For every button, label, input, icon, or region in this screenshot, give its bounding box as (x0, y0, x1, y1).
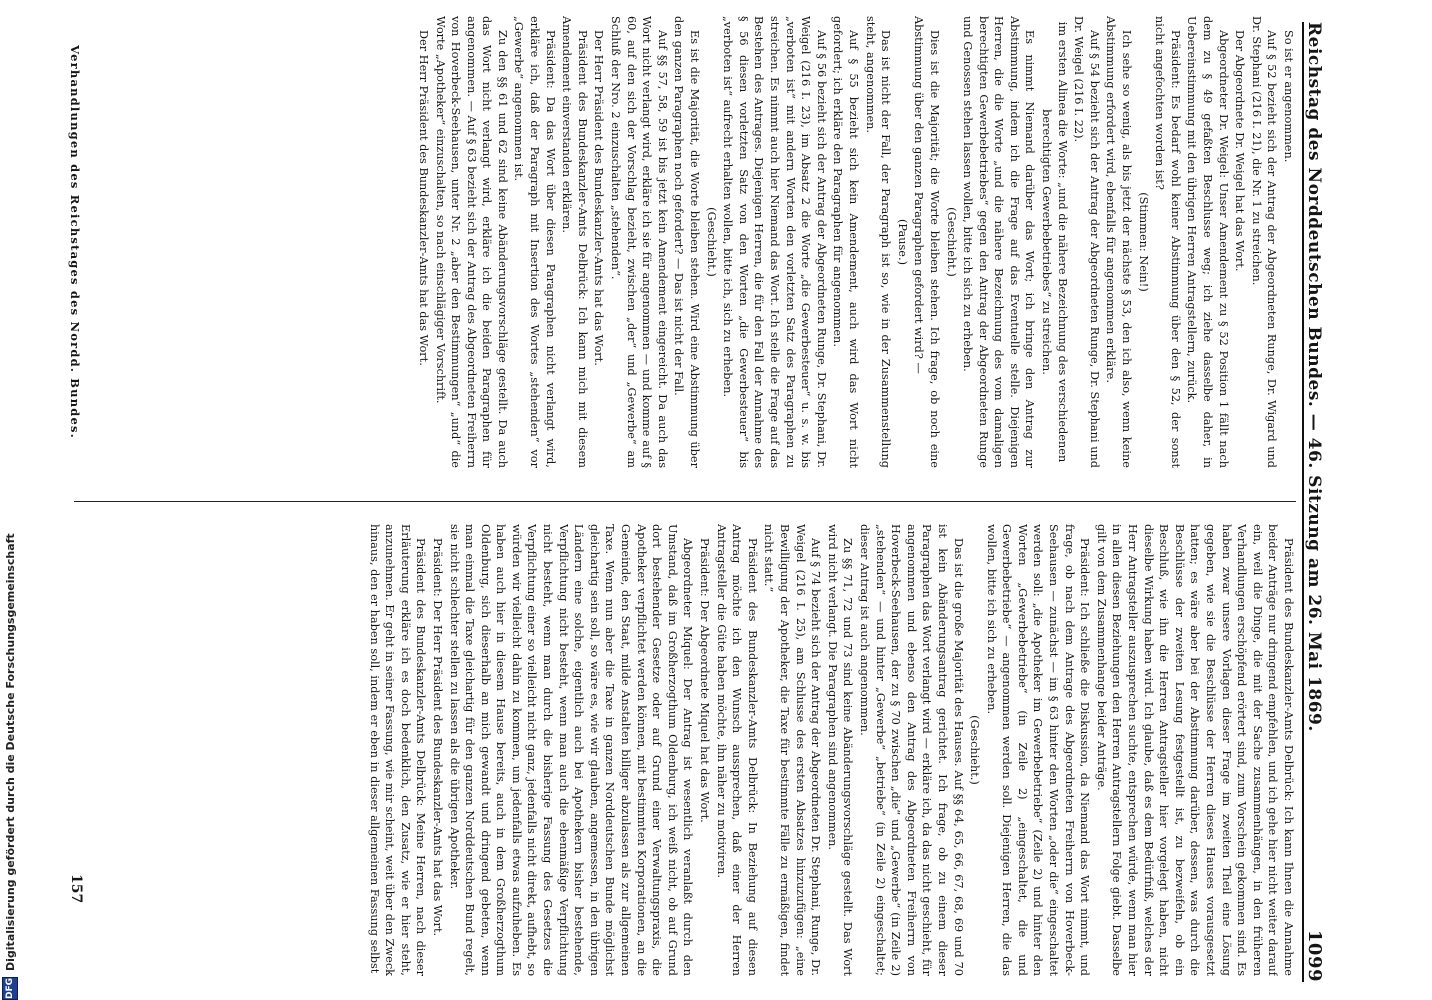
paragraph: Auf § 55 bezieht sich kein Amendement, auch wird das Wort nicht gefordert; ich erkläre den Paragraphen für angenommen. (831, 16, 860, 468)
column-divider (74, 501, 1296, 502)
interjection: (Geschieht.) (968, 715, 982, 785)
paragraph: Der Abgeordnete Dr. Weigel hat das Wort. (1233, 30, 1247, 272)
paragraph: Präsident des Bundeskanzler-Amts Delbrück: Ich kann Ihnen die Annahme beider Anträge nur dringend empfehlen, und ich gehe hier nicht weiter darauf ein, weil die Dinge, die mit der Sache zusammenhängen, in den früheren Verhandlungen erschöpfend erörtert sind, zum Vorschein gekommen sind. Es haben zwar unsere Vorlagen dieser Frage im zweiten Theil eine Lösung gegeben, wie sie die Beschlüsse der Herren dieses Hauses vorausgesetzt hatten; es wäre aber bei der Abstimmung darüber, dessen, was durch die Beschlüsse der zweiten Lesung festgestellt ist, zu bezweifeln, ob ein Beschluß, wie ihn die Herren Antragsteller hier vorgelegt haben, nicht dieselbe Wirkung haben wird. Ich glaube, daß es dem Bedürfniß, welches der Herr Antragsteller auszusprechen suchte, entsprechen würde, wenn man hier in allen diesen Beziehungen den Herren Antragstellern Folge giebt. Dasselbe gilt von dem Zusammenhange beider Anträge. (1094, 524, 1295, 976)
paragraph: Präsident des Bundeskanzler-Amts Delbrück: Ich kann mich mit diesem Amendement einverstanden erklären. (560, 16, 589, 468)
paragraph: Zu §§ 71, 72 und 73 sind keine Abänderungsvorschläge gestellt. Das Wort wird nicht verlangt. Die Paragraphen sind angenommen. (825, 524, 855, 976)
running-header (1302, 22, 1336, 982)
paragraph: Es ist die Majorität, die Worte bleiben stehen. Wird eine Abstimmung über den ganzen Paragraphen noch gefordert? — Das ist nicht der Fall. (672, 16, 702, 468)
interjection: (Geschieht.) (944, 207, 958, 277)
paragraph: Der Herr Präsident des Bundeskanzler-Amts hat das Wort. (592, 30, 606, 366)
paragraph: Präsident: Der Abgeordnete Miquel hat das Wort. (698, 538, 712, 823)
paragraph: Auf §§ 57, 58, 59 ist bis jetzt kein Amendement eingereicht. Da auch das Wort nicht verlangt wird, erkläre ich sie für angenommen — und komme auf § 60, auf den sich der Vorschlag bezieht, zwischen „der“ und „Gewerbe“ am Schluß der Nro. 2 einzuschalten „stehenden“. (609, 16, 669, 468)
paragraph: Dies ist die Majorität; die Worte bleiben stehen. Ich frage, ob noch eine Abstimmung über den ganzen Paragraphen gefordert wird? — (912, 16, 941, 468)
paragraph: Präsident: Es bedarf wohl keiner Abstimmung über den § 52, der sonst nicht angefochten worden ist? (1153, 16, 1182, 468)
running-title: Reichstag des Norddeutschen Bundes. — 46. Sitzung am 26. Mai 1869. (1304, 22, 1324, 732)
paragraph: Zu den §§ 61 und 62 sind keine Abänderungsvorschläge gestellt. Da auch das Wort nicht verlangt wird, erkläre ich die beiden Paragraphen für angenommen. — Auf § 63 bezieht sich der Antrag des Abgeordneten Freiherrn von Hoverbeck-Seehausen, unter Nr. 2 „aber den Bestimmungen“ „und“ die Worte „Apotheker“ einzuschalten, so nach einschlägiger Vorschrift. (433, 16, 509, 468)
paragraph: Das ist nicht der Fall, der Paragraph ist so, wie in der Zusammenstellung steht, angenommen. (863, 16, 893, 468)
interjection: (Pause.) (895, 219, 909, 265)
digitization-stamp (0, 533, 20, 1000)
paragraph: Präsident des Bundeskanzler-Amts Delbrück: Meine Herren, nach dieser Erläuterung erkläre ich es doch bedenklich, den Zusatz, wie er hier steht, anzunehmen. Er geht in seiner Fassung, wie mir scheint, weit über den Zweck hinaus, den er haben soll, indem er eben in dieser allgemeinen Fassung selbst (367, 524, 428, 976)
right-column (74, 524, 1296, 976)
paragraph: Präsident: Ich schließe die Diskussion, da Niemand das Wort nimmt, und frage, ob nach dem Antrage des Abgeordneten Freiherrn von Hoverbeck-Seehausen — zunächst — im § 63 hinter den Worten „oder die“ eingeschaltet werden soll: „die Apotheker im Gewerbebetriebe“ (Zeile 2) und hinter den Worten „Gewerbebetriebe“ (in Zeile 2) „eingeschaltet, die und Gewerbebetriebe“ — angenommen werden soll. Diejenigen Herren, die das wollen, bitte ich sich zu erheben. (984, 524, 1092, 976)
quoted-text: im ersten Alinea die Worte: „und die nähere Bezeichnung des verschiedenen berechtigten Gewerbebetriebes“ zu streichen. (1040, 21, 1069, 463)
paragraph: Abgeordneter Miquel: Der Antrag ist wesentlich veranlaßt durch den Umstand, daß im Großherzogthum Oldenburg, ich weiß nicht, ob auf Grund dort bestehender Gesetze oder auf Grund einer Verwaltungspraxis, die Apotheker verpflichtet werden können, mit bestimmten Korporationen, an die Gemeinde, den Staat, milde Anstalten billiger abzulassen als zur allgemeinen Taxe. Wenn nun aber die Taxe in ganzen Norddeutschen Bunde möglichst gleichartig sein soll, so wäre es, wie wir glauben, angemessen, in den übrigen Ländern eine solche, eigentlich auch bei Apothekern bisher bestehende, Verpflichtung nicht besteht, wenn man auch die ebenmäßige Verpflichtung nicht besteht, wenn man durch die bisherige Fassung des Gesetzes die Verpflichtung einer so vielleicht nicht ganz, jedenfalls nicht direkt, aufhebt, so würden wir vielleicht dahin zu kommen, um jedenfalls etwas aufzuheben. Es haben auch hier in diesem Hause bereits, auch in dem Großherzogthum Oldenburg, sich dieserhalb an mich gewandt und dringend gebeten, wenn man einmal die Taxe gleichartig für den ganzen Norddeutschen Bund regelt, sie nicht schlechter stellen zu lassen als die übrigen Apotheker. (447, 524, 695, 976)
stamp-text: Digitalisierung gefördert durch die Deutsche Forschungsgemeinschaft (3, 533, 17, 971)
paragraph: Präsident: Der Herr Präsident des Bundeskanzler-Amts hat das Wort. (430, 538, 444, 937)
paragraph: Das ist die große Majorität des Hauses. Auf §§ 64, 65, 66, 67, 68, 69 und 70 ist kein Abänderungsantrag gerichtet. Ich frage, ob zu einem dieser Paragraphen das Wort verlangt wird — erkläre ich, da das nicht geschieht, für angenommen und ebenso den Antrag des Abgeordneten Freiherrn von Hoverbeck-Seehausen, der zu § 70 zwischen „die“ und „Gewerbe“ (in Zeile 2) „stehenden“ — und hinter „Gewerbe“ „betriebe“ (in Zeile 2) eingeschaltet; dieser Antrag ist auch angenommen. (857, 524, 965, 976)
footer-line: Verhandlungen des Reichstages des Nordd. Bundes. (68, 45, 82, 439)
page-number: 1099 (1304, 929, 1325, 982)
paragraph: Präsident des Bundeskanzler-Amts Delbrück: In Beziehung auf diesen Antrag möchte ich den Wunsch aussprechen, daß einer der Herren Antragsteller die Güte haben möchte, ihn näher zu motiviren. (714, 524, 759, 976)
paragraph: Auf § 52 bezieht sich der Antrag der Abgeordneten Runge, Dr. Wigard und Dr. Stephani (216 I. 21), die Nr. 1 zu streichen. (1249, 16, 1279, 468)
paragraph: Es nimmt Niemand darüber das Wort; ich bringe den Antrag zur Abstimmung, indem ich die Frage auf das Eventuelle stelle. Diejenigen Herren, die die Worte „und die nähere Bezeichnung des vom damaligen berechtigten Gewerbebetriebes“ gegen den Antrag der Abgeordneten Runge und Genossen stehen lassen wollen, bitte ich sich zu erheben. (961, 16, 1037, 468)
interjection: (Stimmen: Nein!) (1136, 192, 1150, 292)
dfg-logo-icon: DFG (2, 977, 18, 1000)
rotated-scan (58, 4, 1340, 990)
paragraph: Präsident: Da das Wort über diesen Paragraphen nicht verlangt wird, erkläre ich, daß der Paragraph mit Insertion des Wortes „stehenden“ vor „Gewerbe“ angenommen ist. (512, 16, 557, 468)
paragraph: Auf § 56 bezieht sich der Antrag der Abgeordneten Runge, Dr. Stephani, Dr. Weigel (216 I. 23), im Absatz 2 die Worte „die Gewerbesteuer“ u. s. w. bis „verboten ist“ mit andern Worten den vorletzten Satz des Paragraphen zu streichen. Es nimmt auch hier Niemand das Wort. Ich stelle die Frage auf das Bestehen des Antrages. Diejenigen Herren, die für den Fall der Annahme des § 56 diesen vorletzten Satz von den Worten „die Gewerbesteuer“ bis „verboten ist“ aufrecht erhalten wollen, bitte ich, sich zu erheben. (721, 16, 828, 468)
paragraph: Auf § 54 bezieht sich der Antrag der Abgeordneten Runge, Dr. Stephani und Dr. Weigel (216 I. 22). (1072, 16, 1101, 468)
sheet-number: 157 (68, 874, 84, 904)
left-column (74, 16, 1296, 468)
paragraph: Ich sehe so wenig, als bis jetzt der nächste § 53, den ich also, wenn keine Abstimmung erfordert wird, ebenfalls für angenommen erkläre. (1104, 16, 1134, 468)
paragraph: Der Herr Präsident des Bundeskanzler-Amts hat das Wort. (416, 30, 430, 366)
paragraph: So ist er angenommen. (1282, 30, 1295, 163)
paragraph: Abgeordneter Dr. Weigel: Unser Amendement zu § 52 Position 1 fällt nach dem zu § 49 gefaßten Beschlusse weg; ich ziehe dasselbe daher, in Uebereinstimmung mit den übrigen Herren Antragstellern, zurück. (1185, 16, 1230, 468)
interjection: (Geschieht.) (704, 207, 718, 277)
paragraph: Auf § 74 bezieht sich der Antrag der Abgeordneten Dr. Stephani, Runge, Dr. Weigel (216 I. 25), am Schlusse des ersten Absatzes hinzuzufügen: „eine Bewilligung der Apotheker, die Taxe für bestimmte Fälle zu ermäßigen, findet nicht statt.“ (762, 524, 823, 976)
